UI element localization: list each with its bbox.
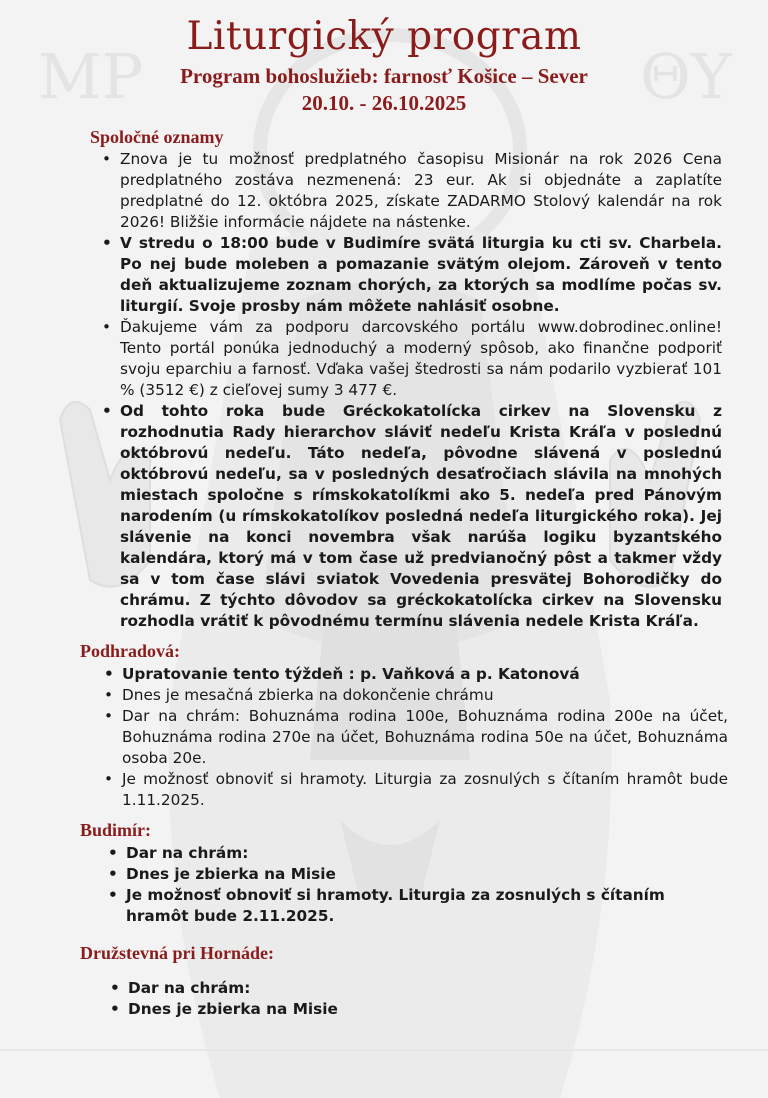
bullet-icon: • <box>104 686 114 704</box>
section-heading-druzstevna: Družstevná pri Hornáde: <box>80 943 274 963</box>
list-item <box>108 978 668 999</box>
page-subtitle: Program bohoslužieb: farnosť Košice – Sever <box>180 64 588 88</box>
list-item <box>106 843 666 864</box>
bullet-icon: • <box>108 886 118 904</box>
list-item <box>102 685 728 706</box>
list-item-text: Je možnosť obnoviť si hramoty. Liturgia za zosnulých s čítaním hramôt bude 1.11.2025. <box>122 770 728 809</box>
list-item-text: Je možnosť obnoviť si hramoty. Liturgia za zosnulých s čítaním hramôt bude 2.11.2025. <box>126 886 665 925</box>
list-item <box>106 885 666 927</box>
bullet-icon: • <box>104 665 114 683</box>
list-spolocne <box>100 149 722 632</box>
bullet-icon: • <box>102 402 112 420</box>
list-item-text: V stredu o 18:00 bude v Budimíre svätá liturgia ku cti sv. Charbela. Po nej bude moleben a pomazanie svätým olejom. Zároveň v tento deň aktualizujeme zoznam chorých, za ktorých sa modlíme počas sv. liturgií. Svoje prosby nám môžete nahlásiť osobne. <box>120 234 722 315</box>
left-monogram: ΜΡ <box>38 40 144 113</box>
date-range: 20.10. - 26.10.2025 <box>301 91 467 115</box>
list-podhradova <box>102 664 728 811</box>
list-item-text: Od tohto roka bude Gréckokatolícka cirkev na Slovensku z rozhodnutia Rady hierarchov sláviť nedeľu Krista Kráľa v poslednú októbrovú nedeľu. Táto nedeľa, pôvodne slávená v poslednú októbrovú nedeľu, sa v posledných desaťročiach slávila na mnohých miestach spoločne s rímskokatolíkmi ako 5. nedeľa pred Pánovým narodením (u rímskokatolíkov posledná nedeľa liturgického roka). Jej slávenie na konci novembra však narúša logiku byzantského kalendára, ktorý má v tom čase už predvianočný pôst a takmer vždy sa v tom čase slávi sviatok Vovedenia presvätej Bohorodičky do chrámu. Z týchto dôvodov sa gréckokatolícka cirkev na Slovensku rozhodla vrátiť k pôvodnému termínu slávenia nedele Krista Kráľa. <box>120 402 722 630</box>
section-heading-budimir: Budimír: <box>80 820 152 840</box>
bullet-icon: • <box>102 234 112 252</box>
section-heading-podhradova: Podhradová: <box>80 641 181 661</box>
list-item-text: Znova je tu možnosť predplatného časopisu Misionár na rok 2026 Cena predplatného zostáva nezmenená: 23 eur. Ak si objednáte a zaplatíte predplatné do 12. októbra 2025, získate ZADARMO Stolový kalendár na rok 2026! Bližšie informácie nájdete na nástenke. <box>120 150 722 231</box>
bullet-icon: • <box>108 865 118 883</box>
right-monogram: ΘΥ <box>640 40 732 113</box>
list-item-text: Ďakujeme vám za podporu darcovského portálu www.dobrodinec.online! Tento portál ponúka jednoduchý a moderný spôsob, ako finančne podporiť svoju eparchiu a farnosť. Vďaka vašej štedrosti sa nám podarilo vyzbierať 101 % (3512 €) z cieľovej sumy 3 477 €. <box>120 318 722 399</box>
list-item-text: Dar na chrám: Bohuznáma rodina 100e, Bohuznáma rodina 200e na účet, Bohuznáma rodina 270e na účet, Bohuznáma rodina 50e na účet, Bohuznáma osoba 20e. <box>122 707 728 767</box>
list-budimir <box>106 843 666 927</box>
bullet-icon: • <box>102 318 112 336</box>
list-item-text: Upratovanie tento týždeň : p. Vaňková a p. Katonová <box>122 665 580 683</box>
list-item <box>100 149 722 233</box>
bullet-icon: • <box>104 707 114 725</box>
list-item <box>100 233 722 317</box>
list-item-text: Dnes je zbierka na Misie <box>128 1000 338 1018</box>
list-item <box>100 317 722 401</box>
list-item <box>100 401 722 632</box>
bullet-icon: • <box>102 150 112 168</box>
section-heading-spolocne: Spoločné oznamy <box>90 127 224 147</box>
bullet-icon: • <box>108 844 118 862</box>
page-title: Liturgický program <box>186 14 582 59</box>
bullet-icon: • <box>110 979 120 997</box>
list-item <box>102 706 728 769</box>
list-item <box>102 769 728 811</box>
list-item-text: Dar na chrám: <box>128 979 251 997</box>
list-item <box>102 664 728 685</box>
list-item-text: Dar na chrám: <box>126 844 249 862</box>
list-item-text: Dnes je zbierka na Misie <box>126 865 336 883</box>
bullet-icon: • <box>104 770 114 788</box>
list-item-text: Dnes je mesačná zbierka na dokončenie chrámu <box>122 686 494 704</box>
bullet-icon: • <box>110 1000 120 1018</box>
list-item <box>108 999 668 1020</box>
list-item <box>106 864 666 885</box>
list-druzstevna <box>108 978 668 1020</box>
